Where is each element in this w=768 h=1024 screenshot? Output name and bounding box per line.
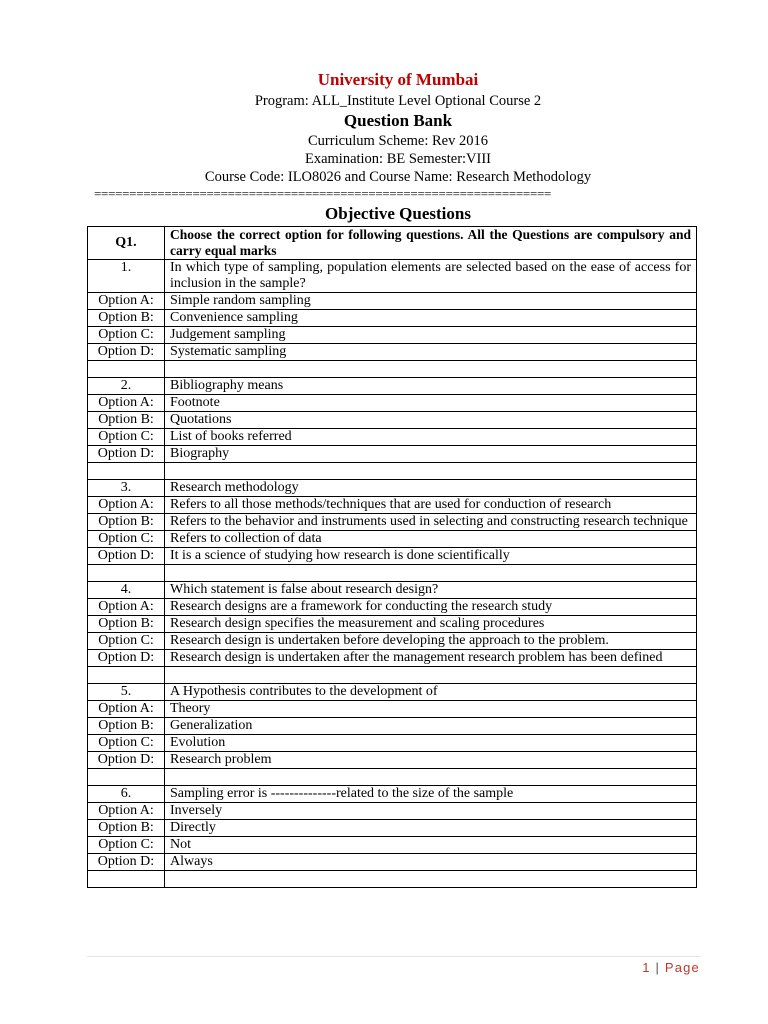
- option-text: It is a science of studying how research is done scientifically: [165, 548, 697, 565]
- option-text: Research designs are a framework for conducting the research study: [165, 599, 697, 616]
- blank-cell: [165, 769, 697, 786]
- option-label: Option D:: [88, 752, 165, 769]
- blank-cell: [165, 871, 697, 888]
- option-text: Simple random sampling: [165, 293, 697, 310]
- option-label: Option A:: [88, 599, 165, 616]
- blank-cell: [165, 463, 697, 480]
- blank-cell: [88, 463, 165, 480]
- option-text: Systematic sampling: [165, 344, 697, 361]
- option-row: [88, 412, 697, 429]
- option-label: Option C:: [88, 531, 165, 548]
- page-number: 1: [642, 960, 651, 975]
- option-text: Evolution: [165, 735, 697, 752]
- section-title: Objective Questions: [325, 204, 471, 223]
- option-text: Convenience sampling: [165, 310, 697, 327]
- option-row: [88, 327, 697, 344]
- option-row: [88, 310, 697, 327]
- question-text: Research methodology: [165, 480, 697, 497]
- blank-cell: [88, 871, 165, 888]
- question-row: [88, 378, 697, 395]
- question-text: In which type of sampling, population elements are selected based on the ease of access for inclusion in the sample?: [165, 260, 697, 293]
- university-title: University of Mumbai: [317, 70, 479, 89]
- blank-cell: [88, 667, 165, 684]
- program-line: Program: ALL_Institute Level Optional Course 2: [254, 93, 542, 109]
- question-row: [88, 684, 697, 701]
- option-row: [88, 344, 697, 361]
- option-text: List of books referred: [165, 429, 697, 446]
- option-row: [88, 548, 697, 565]
- option-row: [88, 820, 697, 837]
- option-row: [88, 395, 697, 412]
- option-text: Research problem: [165, 752, 697, 769]
- option-label: Option A:: [88, 701, 165, 718]
- blank-row: [88, 565, 697, 582]
- question-number: 2.: [88, 378, 165, 395]
- option-text: Research design is undertaken after the management research problem has been defined: [165, 650, 697, 667]
- blank-row: [88, 667, 697, 684]
- option-row: [88, 633, 697, 650]
- option-label: Option A:: [88, 293, 165, 310]
- question-text: Which statement is false about research design?: [165, 582, 697, 599]
- option-row: [88, 701, 697, 718]
- question-number: 1.: [88, 260, 165, 293]
- page-footer: [642, 960, 700, 975]
- option-text: Refers to the behavior and instruments used in selecting and constructing research technique: [165, 514, 697, 531]
- option-label: Option C:: [88, 633, 165, 650]
- option-row: [88, 803, 697, 820]
- question-row: [88, 582, 697, 599]
- question-bank-title: Question Bank: [343, 111, 453, 130]
- option-text: Footnote: [165, 395, 697, 412]
- option-label: Option C:: [88, 735, 165, 752]
- option-label: Option B:: [88, 616, 165, 633]
- option-text: Generalization: [165, 718, 697, 735]
- option-label: Option D:: [88, 548, 165, 565]
- option-label: Option D:: [88, 854, 165, 871]
- option-row: [88, 854, 697, 871]
- question-number: 4.: [88, 582, 165, 599]
- option-label: Option C:: [88, 429, 165, 446]
- option-row: [88, 514, 697, 531]
- option-label: Option B:: [88, 820, 165, 837]
- option-label: Option B:: [88, 412, 165, 429]
- option-text: Refers to all those methods/techniques that are used for conduction of research: [165, 497, 697, 514]
- option-label: Option B:: [88, 718, 165, 735]
- question-group-label: Q1.: [88, 227, 165, 260]
- question-row: [88, 786, 697, 803]
- exam-line: Examination: BE Semester:VIII: [304, 151, 492, 167]
- blank-row: [88, 769, 697, 786]
- option-label: Option A:: [88, 497, 165, 514]
- option-text: Judgement sampling: [165, 327, 697, 344]
- blank-cell: [165, 667, 697, 684]
- option-row: [88, 718, 697, 735]
- scheme-line: Curriculum Scheme: Rev 2016: [307, 133, 488, 149]
- separator-line: =================================================================: [94, 186, 552, 201]
- option-text: Inversely: [165, 803, 697, 820]
- footer-rule: [87, 956, 701, 957]
- question-table-body: [88, 227, 697, 888]
- option-label: Option B:: [88, 514, 165, 531]
- option-label: Option D:: [88, 344, 165, 361]
- question-number: 3.: [88, 480, 165, 497]
- option-text: Not: [165, 837, 697, 854]
- option-label: Option D:: [88, 650, 165, 667]
- question-table: [87, 226, 697, 888]
- option-text: Research design specifies the measurement and scaling procedures: [165, 616, 697, 633]
- option-label: Option A:: [88, 395, 165, 412]
- blank-row: [88, 463, 697, 480]
- option-text: Research design is undertaken before developing the approach to the problem.: [165, 633, 697, 650]
- option-text: Always: [165, 854, 697, 871]
- option-text: Quotations: [165, 412, 697, 429]
- option-row: [88, 599, 697, 616]
- option-row: [88, 735, 697, 752]
- page-separator: |: [655, 960, 661, 975]
- option-row: [88, 446, 697, 463]
- option-label: Option C:: [88, 837, 165, 854]
- blank-row: [88, 361, 697, 378]
- option-row: [88, 650, 697, 667]
- course-line: Course Code: ILO8026 and Course Name: Research Methodology: [204, 169, 592, 185]
- option-label: Option C:: [88, 327, 165, 344]
- option-text: Directly: [165, 820, 697, 837]
- question-number: 5.: [88, 684, 165, 701]
- option-label: Option D:: [88, 446, 165, 463]
- option-row: [88, 616, 697, 633]
- table-header-row: [88, 227, 697, 260]
- blank-cell: [165, 565, 697, 582]
- option-row: [88, 293, 697, 310]
- blank-cell: [165, 361, 697, 378]
- question-text: Sampling error is --------------related to the size of the sample: [165, 786, 697, 803]
- option-text: Theory: [165, 701, 697, 718]
- question-number: 6.: [88, 786, 165, 803]
- option-row: [88, 429, 697, 446]
- question-row: [88, 480, 697, 497]
- question-row: [88, 260, 697, 293]
- option-label: Option A:: [88, 803, 165, 820]
- blank-cell: [88, 361, 165, 378]
- option-row: [88, 531, 697, 548]
- option-row: [88, 837, 697, 854]
- option-row: [88, 752, 697, 769]
- blank-cell: [88, 565, 165, 582]
- option-row: [88, 497, 697, 514]
- instruction-text: Choose the correct option for following questions. All the Questions are compulsory and carry equal marks: [165, 227, 697, 260]
- blank-cell: [88, 769, 165, 786]
- question-text: A Hypothesis contributes to the development of: [165, 684, 697, 701]
- blank-row: [88, 871, 697, 888]
- question-text: Bibliography means: [165, 378, 697, 395]
- page-word: Page: [664, 960, 700, 975]
- option-text: Refers to collection of data: [165, 531, 697, 548]
- option-label: Option B:: [88, 310, 165, 327]
- option-text: Biography: [165, 446, 697, 463]
